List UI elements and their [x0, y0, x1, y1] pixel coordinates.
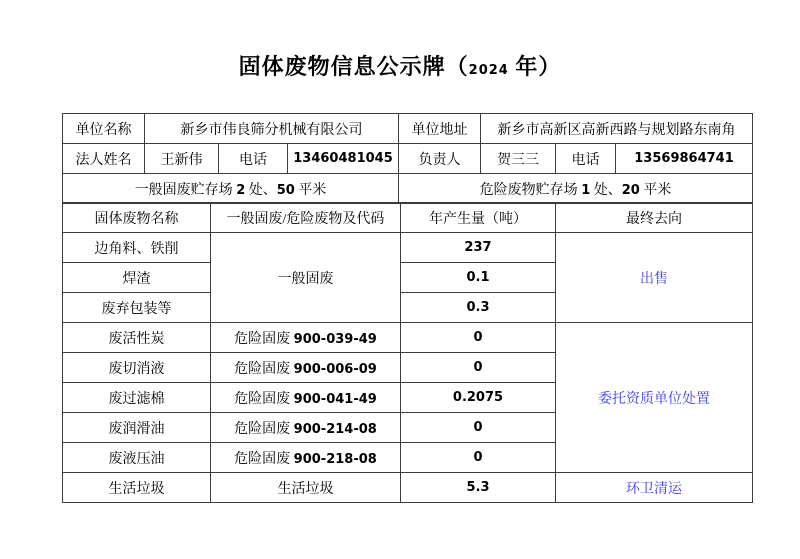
- legal-person-value: 王新伟: [145, 144, 219, 174]
- waste-name: 废液压油: [63, 443, 211, 473]
- unit-name-value: 新乡市伟良筛分机械有限公司: [145, 114, 399, 144]
- waste-type: 危险固废 900-041-49: [211, 383, 401, 413]
- waste-amount: 0.1: [401, 263, 556, 293]
- waste-row: [63, 233, 753, 263]
- phone1-value: 13460481045: [288, 144, 399, 174]
- waste-type: 危险固废 900-214-08: [211, 413, 401, 443]
- waste-amount: 0.3: [401, 293, 556, 323]
- waste-amount: 237: [401, 233, 556, 263]
- waste-name: 废切消液: [63, 353, 211, 383]
- waste-type: 危险固废 900-218-08: [211, 443, 401, 473]
- general-storage-cell: 一般固废贮存场 2 处、50 平米: [63, 174, 399, 204]
- waste-name: 生活垃圾: [63, 473, 211, 503]
- waste-name: 废润滑油: [63, 413, 211, 443]
- waste-type: 危险固废 900-039-49: [211, 323, 401, 353]
- unit-address-label: 单位地址: [399, 114, 481, 144]
- waste-header-row: [63, 203, 753, 233]
- waste-type: 危险固废 900-006-09: [211, 353, 401, 383]
- hazardous-storage-cell: 危险废物贮存场 1 处、20 平米: [399, 174, 753, 204]
- waste-amount: 5.3: [401, 473, 556, 503]
- unit-address-value: 新乡市高新区高新西路与规划路东南角: [481, 114, 753, 144]
- waste-name: 废活性炭: [63, 323, 211, 353]
- waste-destination: 环卫清运: [556, 473, 753, 503]
- header-annual-amount: 年产生量（吨）: [401, 203, 556, 233]
- legal-person-label: 法人姓名: [63, 144, 145, 174]
- waste-amount: 0: [401, 353, 556, 383]
- waste-destination-merged: 出售: [556, 233, 753, 323]
- waste-name: 废过滤棉: [63, 383, 211, 413]
- phone2-value: 13569864741: [616, 144, 753, 174]
- waste-amount: 0.2075: [401, 383, 556, 413]
- waste-type-merged: 一般固废: [211, 233, 401, 323]
- unit-info-row-1: [63, 114, 753, 144]
- waste-row: [63, 323, 753, 353]
- unit-info-row-2: [63, 144, 753, 174]
- header-waste-name: 固体废物名称: [63, 203, 211, 233]
- header-destination: 最终去向: [556, 203, 753, 233]
- manager-value: 贺三三: [481, 144, 556, 174]
- page-title: 固体废物信息公示牌（2024 年）: [238, 54, 562, 79]
- manager-label: 负责人: [399, 144, 481, 174]
- waste-row: [63, 473, 753, 503]
- waste-amount: 0: [401, 323, 556, 353]
- header-waste-type: 一般固废/危险废物及代码: [211, 203, 401, 233]
- waste-amount: 0: [401, 413, 556, 443]
- waste-destination-merged: 委托资质单位处置: [556, 323, 753, 473]
- waste-table: [62, 202, 753, 503]
- phone2-label: 电话: [556, 144, 616, 174]
- unit-info-table: [62, 113, 753, 204]
- phone1-label: 电话: [219, 144, 288, 174]
- storage-row: [63, 174, 753, 204]
- waste-amount: 0: [401, 443, 556, 473]
- waste-name: 焊渣: [63, 263, 211, 293]
- unit-name-label: 单位名称: [63, 114, 145, 144]
- waste-name: 废弃包装等: [63, 293, 211, 323]
- waste-type: 生活垃圾: [211, 473, 401, 503]
- waste-name: 边角料、铁削: [63, 233, 211, 263]
